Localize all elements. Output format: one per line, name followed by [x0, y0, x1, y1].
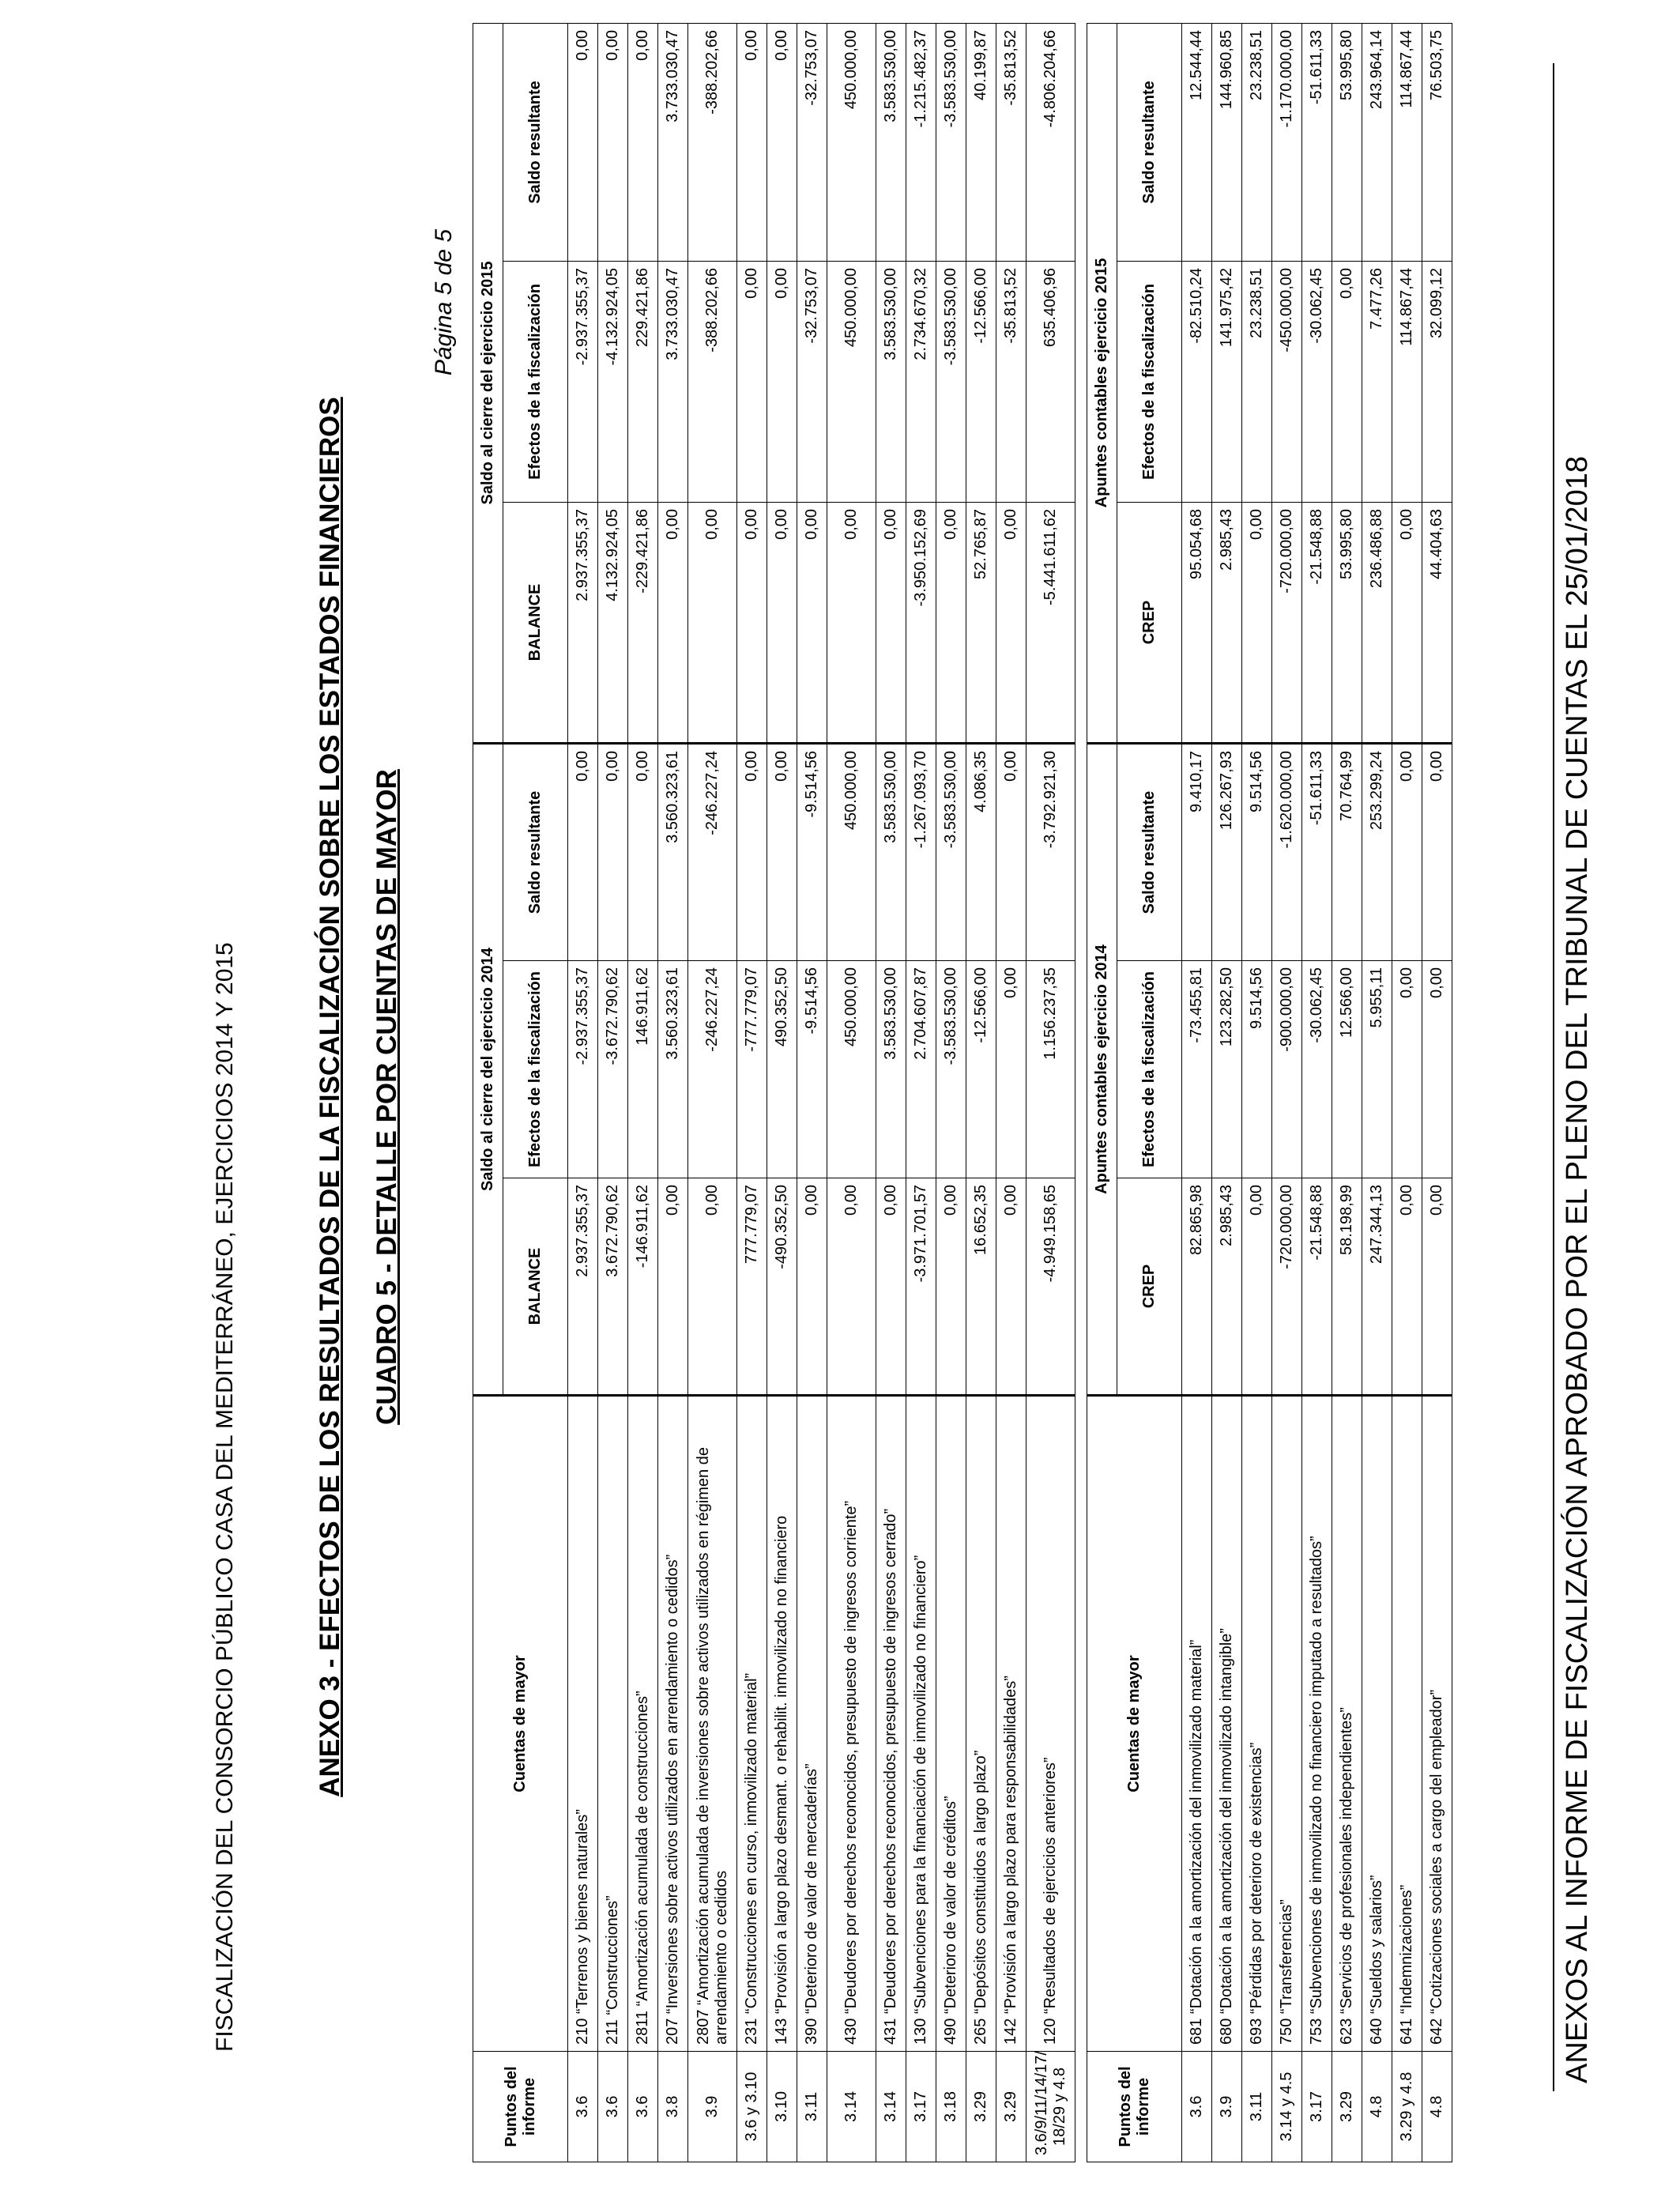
amount-cell: 70.764,99 [1332, 744, 1362, 961]
amount-cell: -246.227,24 [688, 743, 737, 960]
amount-cell: 0,00 [767, 23, 797, 261]
amount-cell: -30.062,45 [1302, 262, 1332, 503]
table-row [568, 23, 598, 2162]
amount-cell: 40.199,87 [966, 23, 996, 261]
amount-cell: 114.867,44 [1392, 262, 1422, 503]
account-name: 207 “Inversiones sobre activos utilizados en arrendamiento o cedidos” [658, 1396, 688, 2052]
amount-cell: 141.975,42 [1212, 262, 1242, 503]
balance-accounts-table [473, 23, 1075, 2162]
amount-cell: 3.583.530,00 [876, 261, 906, 502]
table-row [966, 23, 996, 2162]
amount-cell: 4.086,35 [966, 743, 996, 960]
report-point: 3.17 [1302, 2052, 1332, 2162]
amount-cell: 0,00 [598, 23, 628, 261]
amount-cell: -51.611,33 [1302, 23, 1332, 261]
amount-cell: 2.985,43 [1212, 1178, 1242, 1396]
table-row [1212, 23, 1242, 2162]
amount-cell: 0,00 [737, 261, 767, 502]
amount-cell: 0,00 [996, 961, 1026, 1178]
amount-cell: 144.960,85 [1212, 23, 1242, 261]
footer-rule [1553, 63, 1554, 2091]
amount-cell: -9.514,56 [797, 961, 827, 1178]
report-point: 3.18 [936, 2052, 966, 2162]
report-point: 3.17 [906, 2052, 936, 2162]
amount-cell: -900.000,00 [1272, 961, 1302, 1178]
amount-cell: 0,00 [1242, 503, 1272, 744]
amount-cell: -12.566,00 [966, 961, 996, 1178]
annex-title: ANEXO 3 - EFECTOS DE LOS RESULTADOS DE LA FISCALIZACIÓN SOBRE LOS ESTADOS FINANCIEROS [315, 397, 345, 1797]
sub-header: BALANCE [503, 502, 568, 743]
amount-cell: -720.000,00 [1272, 503, 1302, 744]
amount-cell: -4.806.204,66 [1026, 23, 1075, 261]
account-name: 753 “Subvenciones de inmovilizado no financiero imputado a resultados” [1302, 1396, 1332, 2052]
amount-cell: 9.410,17 [1182, 744, 1212, 961]
amount-cell: -3.950.152,69 [906, 502, 936, 743]
account-name: 490 “Deterioro de valor de créditos” [936, 1396, 966, 2052]
sub-header: Efectos de la fiscalización [503, 261, 568, 502]
table-row [1272, 23, 1302, 2162]
amount-cell: 53.995,80 [1332, 503, 1362, 744]
report-point: 3.6 [628, 2052, 658, 2162]
account-name: 143 “Provisión a largo plazo desmant. o rehabilit. inmovilizado no financiero [767, 1396, 797, 2052]
account-name: 681 “Dotación a la amortización del inmovilizado material” [1182, 1396, 1212, 2052]
amount-cell: -229.421,86 [628, 502, 658, 743]
account-name: 2811 “Amortización acumulada de construcciones” [628, 1396, 658, 2052]
amount-cell: 0,00 [628, 23, 658, 261]
table-row [1392, 23, 1422, 2162]
sub-header: Saldo resultante [503, 23, 568, 261]
amount-cell: 3.733.030,47 [658, 23, 688, 261]
amount-cell: -720.000,00 [1272, 1178, 1302, 1396]
sub-header: Saldo resultante [503, 743, 568, 960]
amount-cell: 253.299,24 [1362, 744, 1392, 961]
amount-cell: 0,00 [1392, 961, 1422, 1178]
accounts-header: Cuentas de mayor [1087, 1396, 1182, 2052]
account-name: 211 “Construcciones” [598, 1396, 628, 2052]
table-row [737, 23, 767, 2162]
report-point: 3.9 [1212, 2052, 1242, 2162]
sub-header: Saldo resultante [1117, 23, 1182, 261]
amount-cell: 236.486,88 [1362, 503, 1392, 744]
group-2015-header: Saldo al cierre del ejercicio 2015 [473, 23, 503, 743]
amount-cell: 23.238,51 [1242, 23, 1272, 261]
table-row [1302, 23, 1332, 2162]
amount-cell: 4.132.924,05 [598, 502, 628, 743]
report-point: 3.14 [827, 2052, 876, 2162]
amount-cell: -1.215.482,37 [906, 23, 936, 261]
amount-cell: 114.867,44 [1392, 23, 1422, 261]
report-point: 3.6 y 3.10 [737, 2052, 767, 2162]
table-row [1026, 23, 1075, 2162]
page-number: Página 5 de 5 [431, 229, 457, 376]
amount-cell: 490.352,50 [767, 961, 797, 1178]
amount-cell: -51.611,33 [1302, 744, 1332, 961]
amount-cell: -9.514,56 [797, 743, 827, 960]
table-row [628, 23, 658, 2162]
amount-cell: 0,00 [688, 502, 737, 743]
sub-header: Efectos de la fiscalización [1117, 961, 1182, 1178]
amount-cell: 0,00 [1392, 503, 1422, 744]
results-accounts-table [1087, 23, 1452, 2162]
group-2014-header: Saldo al cierre del ejercicio 2014 [473, 743, 503, 1395]
amount-cell: 52.765,87 [966, 502, 996, 743]
account-name: 640 “Sueldos y salarios” [1362, 1396, 1392, 2052]
amount-cell: 0,00 [658, 1178, 688, 1396]
amount-cell: 9.514,56 [1242, 961, 1272, 1178]
amount-cell: 3.583.530,00 [876, 961, 906, 1178]
account-name: 120 “Resultados de ejercicios anteriores” [1026, 1396, 1075, 2052]
report-point: 3.6 [568, 2052, 598, 2162]
account-name: 641 “Indemnizaciones” [1392, 1396, 1422, 2052]
amount-cell: 2.734.670,32 [906, 261, 936, 502]
amount-cell: 0,00 [598, 743, 628, 960]
amount-cell: 44.404,63 [1422, 503, 1452, 744]
report-point: 3.11 [797, 2052, 827, 2162]
amount-cell: -3.672.790,62 [598, 961, 628, 1178]
amount-cell: 1.156.237,35 [1026, 961, 1075, 1178]
table-row [658, 23, 688, 2162]
amount-cell: 146.911,62 [628, 961, 658, 1178]
account-name: 693 “Pérdidas por deterioro de existencias” [1242, 1396, 1272, 2052]
amount-cell: 0,00 [767, 502, 797, 743]
amount-cell: 0,00 [1422, 1178, 1452, 1396]
amount-cell: 16.652,35 [966, 1178, 996, 1396]
amount-cell: -21.548,88 [1302, 503, 1332, 744]
amount-cell: -246.227,24 [688, 961, 737, 1178]
report-point: 3.29 [996, 2052, 1026, 2162]
amount-cell: -777.779,07 [737, 961, 767, 1178]
sub-header: CREP [1117, 503, 1182, 744]
report-point: 3.10 [767, 2052, 797, 2162]
account-name: 210 “Terrenos y bienes naturales” [568, 1396, 598, 2052]
amount-cell: 450.000,00 [827, 261, 876, 502]
amount-cell: -1.620.000,00 [1272, 744, 1302, 961]
account-name: 642 “Cotizaciones sociales a cargo del empleador” [1422, 1396, 1452, 2052]
amount-cell: 0,00 [658, 502, 688, 743]
amount-cell: 58.198,99 [1332, 1178, 1362, 1396]
report-point: 3.9 [688, 2052, 737, 2162]
table-row [1362, 23, 1392, 2162]
amount-cell: -32.753,07 [797, 23, 827, 261]
sub-header: BALANCE [503, 1178, 568, 1396]
amount-cell: 53.995,80 [1332, 23, 1362, 261]
amount-cell: 2.985,43 [1212, 503, 1242, 744]
amount-cell: 450.000,00 [827, 743, 876, 960]
amount-cell: 95.054,68 [1182, 503, 1212, 744]
amount-cell: 7.477,26 [1362, 262, 1392, 503]
table-title: CUADRO 5 - DETALLE POR CUENTAS DE MAYOR [371, 769, 402, 1425]
report-header: FISCALIZACIÓN DEL CONSORCIO PÚBLICO CASA DEL MEDITERRÁNEO, EJERCICIOS 2014 Y 2015 [212, 942, 238, 2052]
amount-cell: 247.344,13 [1362, 1178, 1392, 1396]
amount-cell: 12.566,00 [1332, 961, 1362, 1178]
amount-cell: -3.583.530,00 [936, 261, 966, 502]
amount-cell: 0,00 [767, 261, 797, 502]
amount-cell: 126.267,93 [1212, 744, 1242, 961]
report-point: 3.6 [1182, 2052, 1212, 2162]
amount-cell: -3.583.530,00 [936, 961, 966, 1178]
table-row [797, 23, 827, 2162]
amount-cell: -3.971.701,57 [906, 1178, 936, 1396]
amount-cell: 0,00 [568, 23, 598, 261]
sub-header: Saldo resultante [1117, 744, 1182, 961]
amount-cell: -146.911,62 [628, 1178, 658, 1396]
amount-cell: 243.964,14 [1362, 23, 1392, 261]
amount-cell: 0,00 [996, 743, 1026, 960]
report-point: 3.29 [966, 2052, 996, 2162]
table-row [876, 23, 906, 2162]
amount-cell: 229.421,86 [628, 261, 658, 502]
table-row [1182, 23, 1212, 2162]
amount-cell: 3.560.323,61 [658, 743, 688, 960]
amount-cell: -3.583.530,00 [936, 743, 966, 960]
amount-cell: 0,00 [1242, 1178, 1272, 1396]
table-row [1422, 23, 1452, 2162]
report-point: 3.14 [876, 2052, 906, 2162]
table-row [906, 23, 936, 2162]
table-row [827, 23, 876, 2162]
table-row [1242, 23, 1272, 2162]
amount-cell: 12.544,44 [1182, 23, 1212, 261]
report-point: 3.14 y 4.5 [1272, 2052, 1302, 2162]
amount-cell: 3.733.030,47 [658, 261, 688, 502]
points-header: Puntos del informe [1087, 2052, 1182, 2162]
amount-cell: 0,00 [797, 1178, 827, 1396]
amount-cell: 0,00 [688, 1178, 737, 1396]
amount-cell: -35.813,52 [996, 261, 1026, 502]
group-2014-header: Apuntes contables ejercicio 2014 [1087, 744, 1117, 1396]
amount-cell: 3.583.530,00 [876, 23, 906, 261]
amount-cell: -1.170.000,00 [1272, 23, 1302, 261]
table-row [936, 23, 966, 2162]
amount-cell: 0,00 [767, 743, 797, 960]
report-point: 3.8 [658, 2052, 688, 2162]
account-name: 142 “Provisión a largo plazo para responsabilidades” [996, 1396, 1026, 2052]
amount-cell: 76.503,75 [1422, 23, 1452, 261]
amount-cell: 0,00 [827, 1178, 876, 1396]
account-name: 431 “Deudores por derechos reconocidos, presupuesto de ingresos cerrado” [876, 1396, 906, 2052]
amount-cell: 0,00 [827, 502, 876, 743]
amount-cell: 777.779,07 [737, 1178, 767, 1396]
amount-cell: 3.560.323,61 [658, 961, 688, 1178]
amount-cell: 0,00 [936, 502, 966, 743]
amount-cell: -4.132.924,05 [598, 261, 628, 502]
amount-cell: 32.099,12 [1422, 262, 1452, 503]
amount-cell: -4.949.158,65 [1026, 1178, 1075, 1396]
amount-cell: 0,00 [876, 502, 906, 743]
sub-header: Efectos de la fiscalización [503, 961, 568, 1178]
amount-cell: 0,00 [737, 23, 767, 261]
amount-cell: 0,00 [628, 743, 658, 960]
report-point: 3.11 [1242, 2052, 1272, 2162]
amount-cell: 82.865,98 [1182, 1178, 1212, 1396]
points-header: Puntos del informe [473, 2052, 568, 2162]
amount-cell: 9.514,56 [1242, 744, 1272, 961]
amount-cell: -1.267.093,70 [906, 743, 936, 960]
amount-cell: -73.455,81 [1182, 961, 1212, 1178]
amount-cell: 0,00 [737, 743, 767, 960]
report-point: 3.29 [1332, 2052, 1362, 2162]
amount-cell: 0,00 [797, 502, 827, 743]
amount-cell: 0,00 [996, 502, 1026, 743]
amount-cell: -388.202,66 [688, 23, 737, 261]
amount-cell: 0,00 [1392, 1178, 1422, 1396]
account-name: 623 “Servicios de profesionales independientes” [1332, 1396, 1362, 2052]
amount-cell: 5.955,11 [1362, 961, 1392, 1178]
amount-cell: 2.704.607,87 [906, 961, 936, 1178]
amount-cell: 0,00 [1332, 262, 1362, 503]
amount-cell: 0,00 [737, 502, 767, 743]
account-name: 130 “Subvenciones para la financiación de inmovilizado no financiero” [906, 1396, 936, 2052]
report-point: 3.29 y 4.8 [1392, 2052, 1422, 2162]
amount-cell: 0,00 [936, 1178, 966, 1396]
amount-cell: 450.000,00 [827, 961, 876, 1178]
amount-cell: -490.352,50 [767, 1178, 797, 1396]
table-row [996, 23, 1026, 2162]
amount-cell: 123.282,50 [1212, 961, 1242, 1178]
accounts-header: Cuentas de mayor [473, 1396, 568, 2052]
group-2015-header: Apuntes contables ejercicio 2015 [1087, 23, 1117, 743]
amount-cell: -82.510,24 [1182, 262, 1212, 503]
report-point: 3.6 [598, 2052, 628, 2162]
account-name: 390 “Deterioro de valor de mercaderías” [797, 1396, 827, 2052]
sub-header: Efectos de la fiscalización [1117, 262, 1182, 503]
amount-cell: 0,00 [1422, 744, 1452, 961]
amount-cell: -3.583.530,00 [936, 23, 966, 261]
amount-cell: -35.813,52 [996, 23, 1026, 261]
amount-cell: 0,00 [1392, 744, 1422, 961]
amount-cell: 0,00 [568, 743, 598, 960]
amount-cell: -30.062,45 [1302, 961, 1332, 1178]
amount-cell: 3.583.530,00 [876, 743, 906, 960]
amount-cell: 0,00 [996, 1178, 1026, 1396]
account-name: 680 “Dotación a la amortización del inmovilizado intangible” [1212, 1396, 1242, 2052]
amount-cell: 450.000,00 [827, 23, 876, 261]
amount-cell: 0,00 [1422, 961, 1452, 1178]
table-row [1332, 23, 1362, 2162]
amount-cell: 3.672.790,62 [598, 1178, 628, 1396]
amount-cell: -5.441.611,62 [1026, 502, 1075, 743]
amount-cell: -32.753,07 [797, 261, 827, 502]
amount-cell: -388.202,66 [688, 261, 737, 502]
report-point: 4.8 [1422, 2052, 1452, 2162]
amount-cell: 635.406,96 [1026, 261, 1075, 502]
table-row [688, 23, 737, 2162]
table-row [598, 23, 628, 2162]
report-footer: ANEXOS AL INFORME DE FISCALIZACIÓN APROBADO POR EL PLENO DEL TRIBUNAL DE CUENTAS EL 25/01/2018 [1561, 456, 1594, 2083]
account-name: 231 “Construcciones en curso, inmovilizado material” [737, 1396, 767, 2052]
table-row [767, 23, 797, 2162]
account-name: 430 “Deudores por derechos reconocidos, presupuesto de ingresos corriente” [827, 1396, 876, 2052]
amount-cell: -12.566,00 [966, 261, 996, 502]
account-name: 265 “Depósitos constituidos a largo plazo” [966, 1396, 996, 2052]
amount-cell: 0,00 [876, 1178, 906, 1396]
amount-cell: -450.000,00 [1272, 262, 1302, 503]
amount-cell: -2.937.355,37 [568, 261, 598, 502]
amount-cell: -2.937.355,37 [568, 961, 598, 1178]
amount-cell: 2.937.355,37 [568, 1178, 598, 1396]
account-name: 750 “Transferencias” [1272, 1396, 1302, 2052]
report-point: 3.6/9/11/14/17/ 18/29 y 4.8 [1026, 2052, 1075, 2162]
account-name: 2807 “Amortización acumulada de inversiones sobre activos utilizados en régimen de arrendamiento o cedidos [688, 1396, 737, 2052]
amount-cell: -3.792.921,30 [1026, 743, 1075, 960]
sub-header: CREP [1117, 1178, 1182, 1396]
report-point: 4.8 [1362, 2052, 1392, 2162]
amount-cell: -21.548,88 [1302, 1178, 1332, 1396]
amount-cell: 23.238,51 [1242, 262, 1272, 503]
amount-cell: 2.937.355,37 [568, 502, 598, 743]
